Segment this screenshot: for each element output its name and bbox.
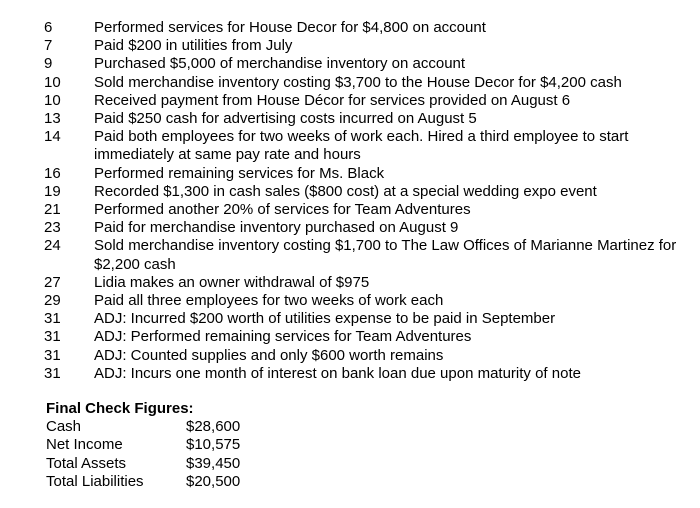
transaction-entry <box>44 74 684 92</box>
entry-description: Recorded $1,300 in cash sales ($800 cost) at a special wedding expo event <box>94 182 597 200</box>
transaction-entry <box>44 165 684 183</box>
entry-day: 27 <box>44 273 61 291</box>
transaction-entry <box>44 37 684 55</box>
entry-description: ADJ: Performed remaining services for Team Adventures <box>94 328 472 346</box>
entry-description: ADJ: Counted supplies and only $600 worth remains <box>94 346 444 364</box>
entry-description: Purchased $5,000 of merchandise inventory on account <box>94 55 466 73</box>
entry-description: Paid all three employees for two weeks of work each <box>94 292 444 310</box>
entry-day: 6 <box>44 19 53 36</box>
transaction-list <box>44 19 684 383</box>
entry-day: 31 <box>44 364 61 382</box>
entry-description: Sold merchandise inventory costing $1,700 to The Law Offices of Marianne Martinez for $2,200 cash <box>94 237 677 273</box>
figure-label: Net Income <box>46 436 123 454</box>
figure-label: Total Liabilities <box>46 472 144 490</box>
transaction-entry <box>44 347 684 365</box>
transaction-entry <box>44 274 684 292</box>
entry-day: 31 <box>44 346 61 364</box>
entry-day: 9 <box>44 55 53 73</box>
entry-day: 10 <box>44 91 61 109</box>
transaction-entry <box>44 310 684 328</box>
entry-description: Paid $250 cash for advertising costs incurred on August 5 <box>94 110 477 128</box>
entry-description: ADJ: Incurs one month of interest on bank loan due upon maturity of note <box>94 364 581 382</box>
transaction-entry <box>44 201 684 219</box>
final-check-figures <box>46 400 306 491</box>
entry-description: Performed remaining services for Ms. Black <box>94 164 385 182</box>
figure-row-net-income <box>46 436 306 454</box>
entry-description: Paid $200 in utilities from July <box>94 37 293 55</box>
entry-description: Paid for merchandise inventory purchased on August 9 <box>94 219 459 237</box>
entry-day: 23 <box>44 219 61 237</box>
figure-label: Cash <box>46 418 82 436</box>
entry-description: Lidia makes an owner withdrawal of $975 <box>94 273 370 291</box>
entry-description: Performed services for House Decor for $4,800 on account <box>94 19 486 36</box>
transaction-entry <box>44 183 684 201</box>
entry-description: ADJ: Incurred $200 worth of utilities expense to be paid in September <box>94 310 556 328</box>
entry-day: 14 <box>44 128 61 146</box>
entry-description: Performed another 20% of services for Team Adventures <box>94 201 471 219</box>
entry-description: Received payment from House Décor for services provided on August 6 <box>94 91 571 109</box>
transaction-entry <box>44 328 684 346</box>
figure-value: $10,575 <box>186 436 241 454</box>
entry-day: 31 <box>44 328 61 346</box>
transaction-entry <box>44 292 684 310</box>
figure-label: Total Assets <box>46 454 127 472</box>
figure-value: $39,450 <box>186 454 241 472</box>
entry-day: 13 <box>44 110 61 128</box>
transaction-entry <box>44 365 684 383</box>
entry-day: 16 <box>44 164 61 182</box>
transaction-entry <box>44 128 684 164</box>
transaction-entry <box>44 219 684 237</box>
entry-day: 7 <box>44 37 53 55</box>
figure-value: $28,600 <box>186 418 241 436</box>
figure-row-cash <box>46 418 306 436</box>
entry-day: 24 <box>44 237 61 255</box>
figure-row-total-liabilities <box>46 473 306 491</box>
entry-day: 19 <box>44 182 61 200</box>
entry-description: Sold merchandise inventory costing $3,700 to the House Decor for $4,200 cash <box>94 73 622 91</box>
transaction-entry <box>44 237 684 273</box>
entry-day: 21 <box>44 201 61 219</box>
figure-value: $20,500 <box>186 472 241 490</box>
entry-day: 31 <box>44 310 61 328</box>
transaction-entry <box>44 19 684 37</box>
figure-row-total-assets <box>46 455 306 473</box>
transaction-entry <box>44 92 684 110</box>
entry-description: Paid both employees for two weeks of work each. Hired a third employee to start immediately at same pay rate and hours <box>94 128 629 164</box>
final-check-title: Final Check Figures: <box>46 400 194 417</box>
transaction-entry <box>44 110 684 128</box>
transaction-entry <box>44 55 684 73</box>
entry-day: 10 <box>44 73 61 91</box>
entry-day: 29 <box>44 292 61 310</box>
